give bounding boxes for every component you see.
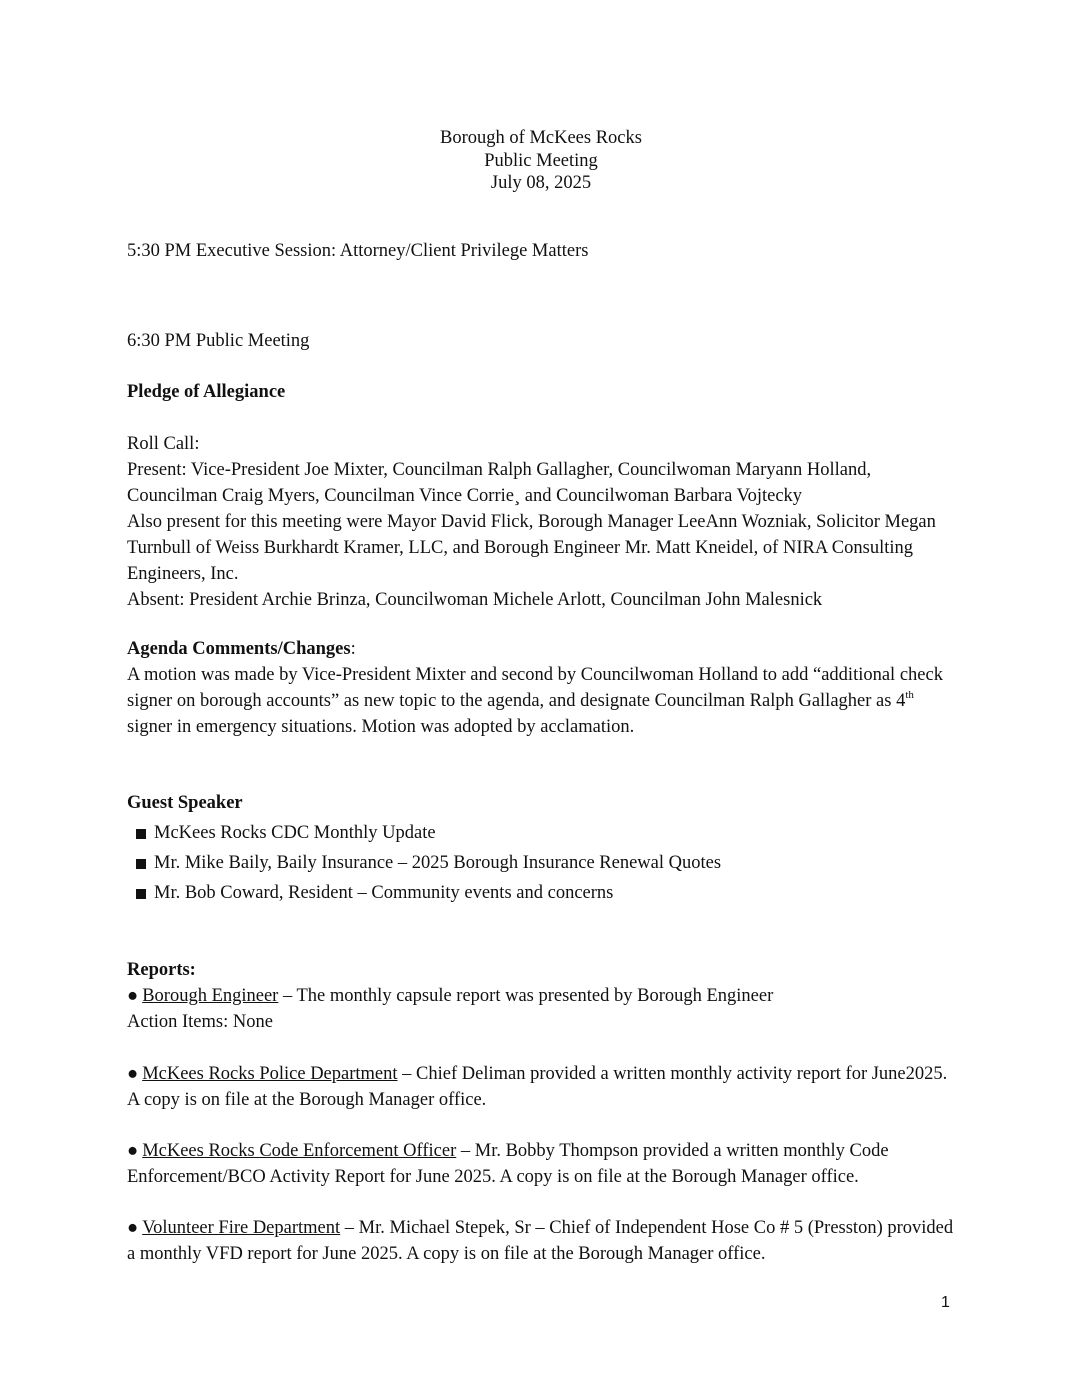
guest-speaker-heading: Guest Speaker <box>127 793 243 813</box>
page-number: 1 <box>941 1294 950 1311</box>
report-engineer-text: – The monthly capsule report was presented by Borough Engineer <box>278 986 774 1006</box>
bullet-icon: ● <box>127 1218 139 1238</box>
report-code-enforcement <box>127 1138 957 1190</box>
list-item-text: McKees Rocks CDC Monthly Update <box>154 823 436 843</box>
roll-call-heading: Roll Call: <box>127 434 200 454</box>
list-item <box>127 878 957 908</box>
agenda-heading-colon: : <box>350 639 356 659</box>
list-item-text: Mr. Mike Baily, Baily Insurance – 2025 Borough Insurance Renewal Quotes <box>154 853 722 873</box>
report-code-title: McKees Rocks Code Enforcement Officer <box>142 1141 457 1161</box>
report-engineer <box>127 983 957 1009</box>
roll-call-present: Present: Vice-President Joe Mixter, Councilman Ralph Gallagher, Councilwoman Maryann Holland, Councilman Craig Myers, Councilman Vince Corrie¸ and Councilwoman Barbara Vojtecky <box>127 460 872 506</box>
agenda-section <box>127 636 957 740</box>
report-engineer-action: Action Items: None <box>127 1012 273 1032</box>
list-item <box>127 818 957 848</box>
header-borough: Borough of McKees Rocks <box>440 128 642 148</box>
guest-speaker-list <box>127 818 957 908</box>
pledge-heading: Pledge of Allegiance <box>127 382 286 402</box>
bullet-icon: ● <box>127 986 139 1006</box>
public-meeting: 6:30 PM Public Meeting <box>127 331 310 351</box>
report-fire-title: Volunteer Fire Department <box>142 1218 341 1238</box>
list-item <box>127 848 957 878</box>
bullet-icon: ● <box>127 1141 139 1161</box>
reports-section <box>127 957 957 1267</box>
report-police-title: McKees Rocks Police Department <box>142 1064 398 1084</box>
executive-session: 5:30 PM Executive Session: Attorney/Client Privilege Matters <box>127 241 589 261</box>
report-police <box>127 1061 957 1113</box>
square-bullet-icon <box>136 829 146 839</box>
roll-call-section <box>127 431 957 613</box>
bullet-icon: ● <box>127 1064 139 1084</box>
report-engineer-title: Borough Engineer <box>142 986 279 1006</box>
agenda-heading: Agenda Comments/Changes <box>127 639 351 659</box>
agenda-text-part2: signer in emergency situations. Motion was adopted by acclamation. <box>127 717 635 737</box>
header-meeting-type: Public Meeting <box>484 150 598 171</box>
square-bullet-icon <box>136 889 146 899</box>
report-code-text: – Mr. Bobby Thompson provided a written monthly Code Enforcement/BCO Activity Report for June 2025. A copy is on file at the Borough Manager office. <box>127 1141 889 1187</box>
roll-call-absent: Absent: President Archie Brinza, Councilwoman Michele Arlott, Councilman John Malesnick <box>127 590 823 610</box>
report-fire-text: – Mr. Michael Stepek, Sr – Chief of Independent Hose Co # 5 (Presston) provided a monthly VFD report for June 2025. A copy is on file at the Borough Manager office. <box>127 1218 954 1264</box>
guest-speaker-section <box>127 790 957 908</box>
reports-heading: Reports: <box>127 960 196 980</box>
roll-call-also-present: Also present for this meeting were Mayor David Flick, Borough Manager LeeAnn Wozniak, Solicitor Megan Turnbull of Weiss Burkhardt Kramer, LLC, and Borough Engineer Mr. Matt Kneidel, of NIRA Consulting Engineers, Inc. <box>127 512 936 584</box>
document-header <box>0 127 1082 195</box>
report-police-text: – Chief Deliman provided a written monthly activity report for June2025. A copy is on file at the Borough Manager office. <box>127 1064 948 1110</box>
square-bullet-icon <box>136 859 146 869</box>
list-item-text: Mr. Bob Coward, Resident – Community events and concerns <box>154 883 614 903</box>
agenda-text <box>127 662 957 740</box>
agenda-text-part1: A motion was made by Vice-President Mixter and second by Councilwoman Holland to add “additional check signer on borough accounts” as new topic to the agenda, and designate Councilman Ralph Gallagher as 4 <box>127 665 943 711</box>
report-fire-department <box>127 1215 957 1267</box>
header-date: July 08, 2025 <box>490 173 592 193</box>
agenda-ordinal: th <box>905 688 914 701</box>
